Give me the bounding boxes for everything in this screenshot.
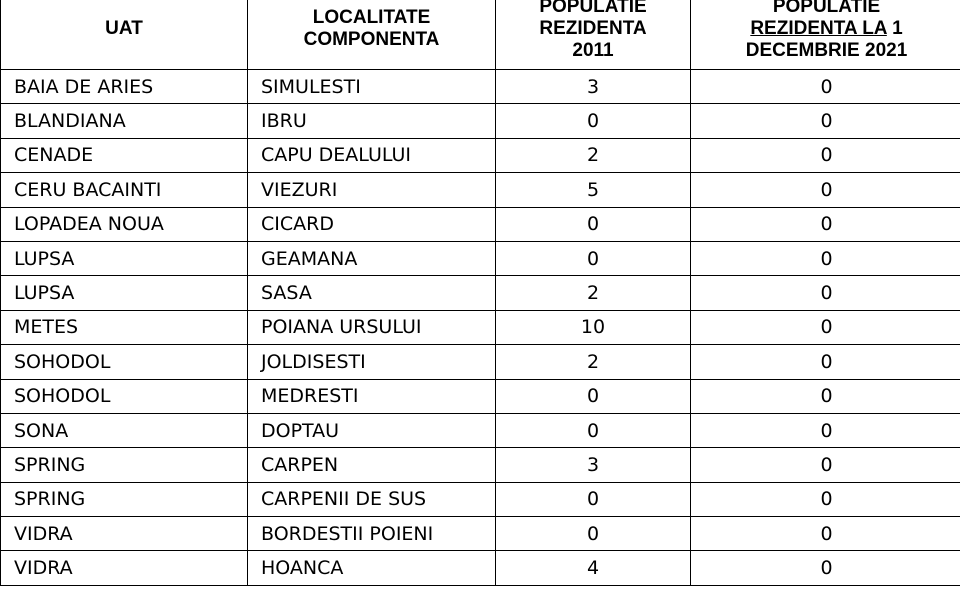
cell-pop2011: 4 <box>496 551 691 585</box>
cell-pop2011: 0 <box>496 207 691 241</box>
cell-pop2021: 0 <box>691 241 960 275</box>
header-populatie-2011 <box>496 0 691 70</box>
table-row <box>1 551 960 585</box>
header-localitate-line1: LOCALITATE <box>312 7 431 28</box>
cell-uat: SOHODOL <box>1 379 248 413</box>
cell-uat: SPRING <box>1 448 248 482</box>
cell-pop2021: 0 <box>691 138 960 172</box>
cell-uat: LUPSA <box>1 276 248 310</box>
table-row <box>1 310 960 344</box>
cell-pop2021: 0 <box>691 517 960 551</box>
cell-uat: METES <box>1 310 248 344</box>
header-pop2021-line2-rest: 1 <box>886 18 903 39</box>
cell-pop2011: 2 <box>496 138 691 172</box>
cell-localitate: CARPEN <box>248 448 496 482</box>
cell-localitate: CICARD <box>248 207 496 241</box>
table-row <box>1 379 960 413</box>
cell-pop2011: 0 <box>496 482 691 516</box>
cell-localitate: DOPTAU <box>248 413 496 447</box>
cell-pop2021: 0 <box>691 379 960 413</box>
cell-pop2021: 0 <box>691 413 960 447</box>
cell-uat: VIDRA <box>1 551 248 585</box>
table-row <box>1 517 960 551</box>
cell-pop2011: 0 <box>496 413 691 447</box>
cell-pop2021: 0 <box>691 207 960 241</box>
header-pop2021-line2 <box>691 18 960 40</box>
table-row <box>1 104 960 138</box>
cell-localitate: GEAMANA <box>248 241 496 275</box>
table-row <box>1 138 960 172</box>
cell-localitate: BORDESTII POIENI <box>248 517 496 551</box>
header-uat <box>1 0 248 70</box>
table-row <box>1 448 960 482</box>
header-pop2021-line1: POPULATIE <box>772 0 881 17</box>
cell-uat: LUPSA <box>1 241 248 275</box>
cell-pop2021: 0 <box>691 173 960 207</box>
cell-pop2021: 0 <box>691 310 960 344</box>
cell-pop2011: 0 <box>496 104 691 138</box>
cell-uat: CERU BACAINTI <box>1 173 248 207</box>
header-pop2011-line1: POPULATIE <box>539 0 647 17</box>
cell-pop2011: 2 <box>496 345 691 379</box>
table-row <box>1 70 960 104</box>
cell-pop2011: 3 <box>496 448 691 482</box>
cell-uat: SONA <box>1 413 248 447</box>
header-populatie-2021 <box>691 0 960 70</box>
table-row <box>1 207 960 241</box>
cell-pop2021: 0 <box>691 345 960 379</box>
cell-pop2011: 5 <box>496 173 691 207</box>
cell-localitate: SASA <box>248 276 496 310</box>
cell-localitate: POIANA URSULUI <box>248 310 496 344</box>
header-pop2021-line2-underlined: REZIDENTA LA <box>750 18 887 39</box>
cell-localitate: JOLDISESTI <box>248 345 496 379</box>
cell-uat: BLANDIANA <box>1 104 248 138</box>
table-row <box>1 413 960 447</box>
cell-localitate: VIEZURI <box>248 173 496 207</box>
header-localitate-line2: COMPONENTA <box>303 29 440 50</box>
header-pop2011-line2: REZIDENTA <box>539 18 647 39</box>
cell-uat: VIDRA <box>1 517 248 551</box>
cell-uat: CENADE <box>1 138 248 172</box>
table-body <box>1 70 960 586</box>
cell-pop2021: 0 <box>691 276 960 310</box>
table-row <box>1 173 960 207</box>
cell-pop2021: 0 <box>691 104 960 138</box>
cell-pop2011: 0 <box>496 517 691 551</box>
table-row <box>1 276 960 310</box>
table-row <box>1 482 960 516</box>
cell-uat: SOHODOL <box>1 345 248 379</box>
cell-uat: SPRING <box>1 482 248 516</box>
cell-pop2021: 0 <box>691 551 960 585</box>
cell-pop2021: 0 <box>691 448 960 482</box>
table-header <box>1 0 960 70</box>
cell-uat: BAIA DE ARIES <box>1 70 248 104</box>
cell-pop2011: 0 <box>496 241 691 275</box>
cell-pop2011: 10 <box>496 310 691 344</box>
cell-localitate: SIMULESTI <box>248 70 496 104</box>
cell-pop2011: 2 <box>496 276 691 310</box>
table-row <box>1 241 960 275</box>
cell-localitate: CARPENII DE SUS <box>248 482 496 516</box>
header-localitate-componenta <box>248 0 496 70</box>
table-row <box>1 345 960 379</box>
cell-localitate: MEDRESTI <box>248 379 496 413</box>
header-pop2011-line3: 2011 <box>572 40 614 61</box>
cell-uat: LOPADEA NOUA <box>1 207 248 241</box>
header-pop2021-line3: DECEMBRIE 2021 <box>745 40 908 61</box>
cell-pop2021: 0 <box>691 482 960 516</box>
cell-pop2011: 3 <box>496 70 691 104</box>
header-row <box>1 0 960 70</box>
cell-localitate: IBRU <box>248 104 496 138</box>
header-uat-text: UAT <box>105 18 143 39</box>
cell-localitate: CAPU DEALULUI <box>248 138 496 172</box>
cell-pop2021: 0 <box>691 70 960 104</box>
cell-pop2011: 0 <box>496 379 691 413</box>
cell-localitate: HOANCA <box>248 551 496 585</box>
